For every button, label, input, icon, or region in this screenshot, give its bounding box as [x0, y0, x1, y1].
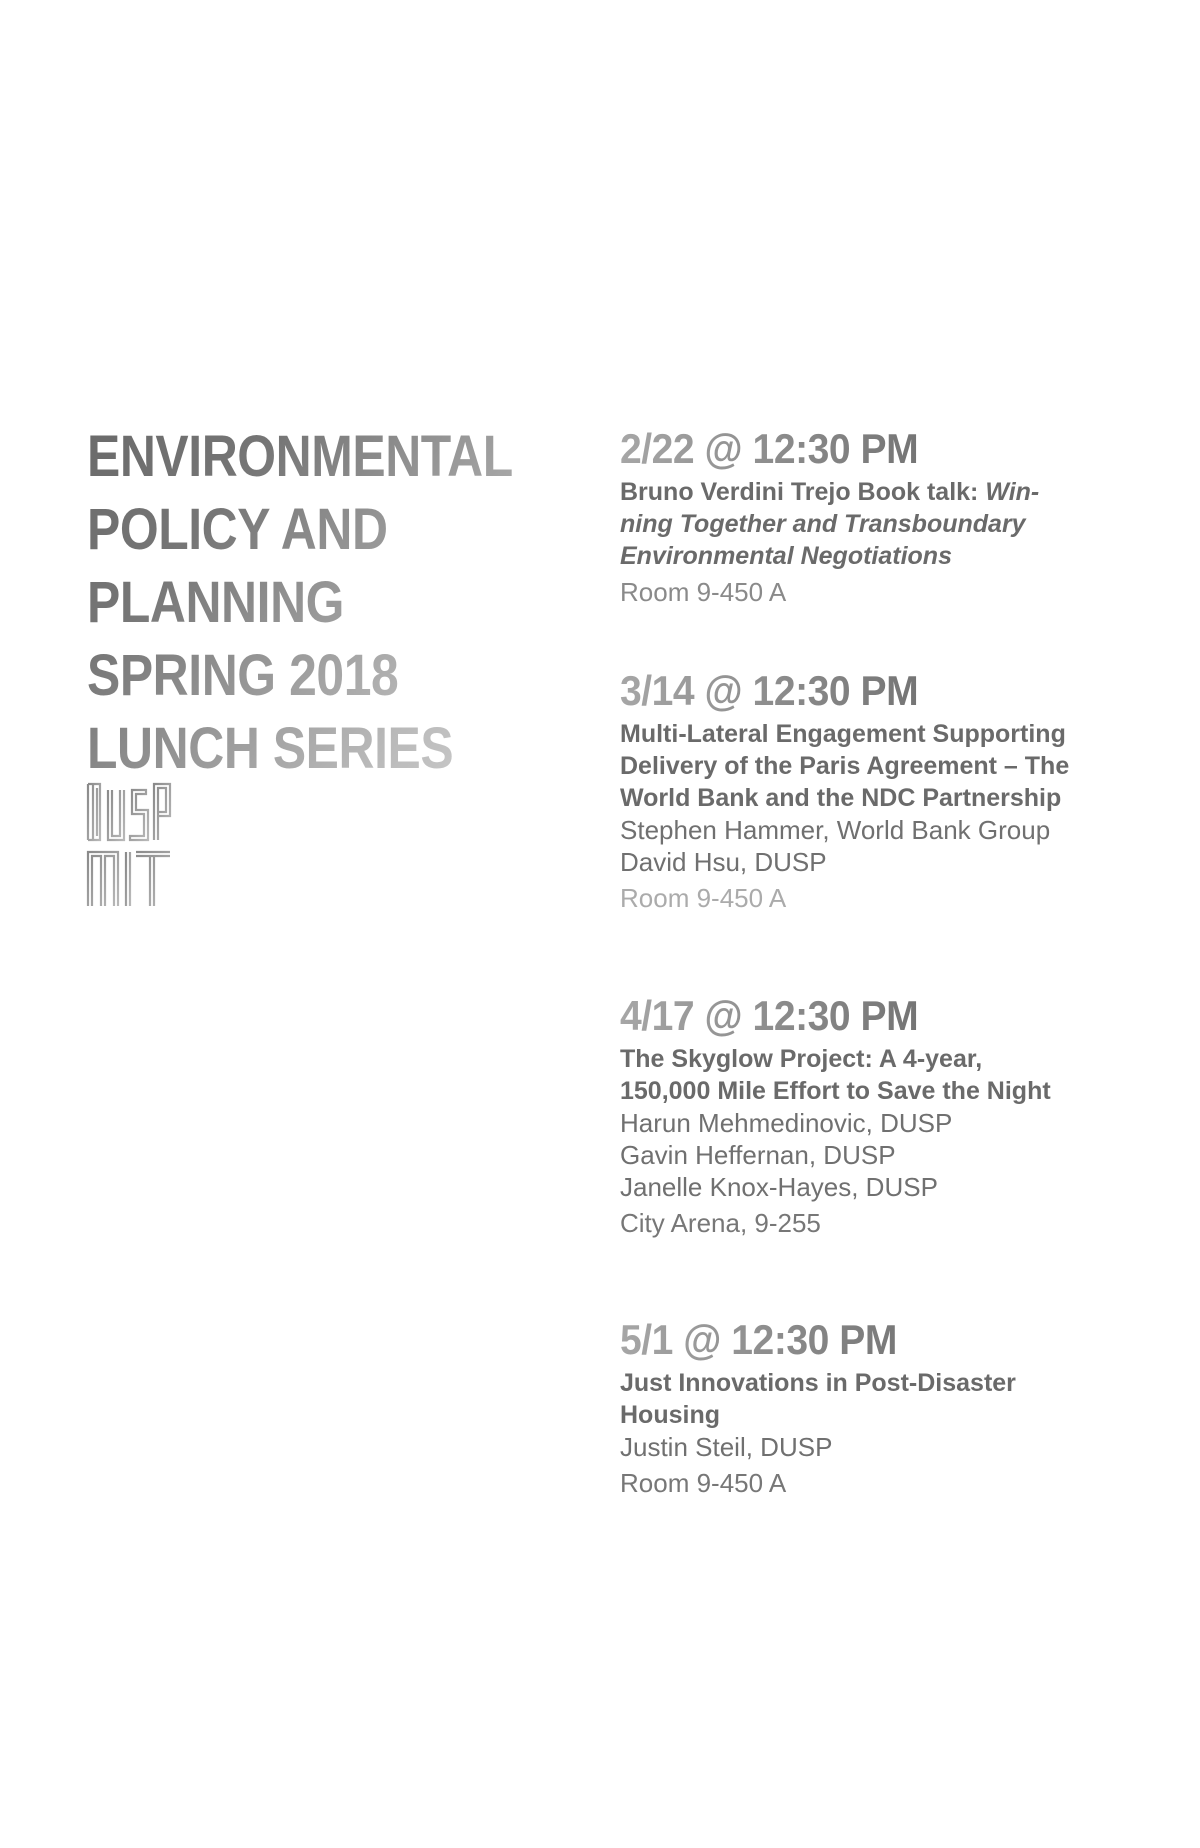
- series-title-line: POLICY AND: [87, 497, 388, 562]
- series-title-line: SPRING 2018: [87, 643, 399, 708]
- series-title-line: PLANNING: [87, 570, 345, 635]
- series-title: [87, 420, 513, 785]
- event-room: Room 9-450 A: [620, 883, 787, 913]
- event-speaker: Janelle Knox-Hayes, DUSP: [620, 1172, 938, 1202]
- event-date: 3/14 @ 12:30 PM: [620, 668, 1104, 714]
- event-title-italic: ning Together and Transboundary: [620, 510, 1026, 538]
- event-date: 5/1 @ 12:30 PM: [620, 1317, 1104, 1363]
- event-title-line: Just Innovations in Post-Disaster: [620, 1369, 1016, 1397]
- dusp-mit-logo: [86, 780, 172, 910]
- event-speaker: David Hsu, DUSP: [620, 847, 827, 877]
- event-title-text: Bruno Verdini Trejo Book talk:: [620, 478, 986, 506]
- event-speakers: [620, 814, 1140, 878]
- event-date: 4/17 @ 12:30 PM: [620, 993, 1104, 1039]
- event-date: 2/22 @ 12:30 PM: [620, 426, 1104, 472]
- event-title: [620, 476, 1140, 572]
- series-title-line: LUNCH SERIES: [87, 716, 454, 781]
- event-item: [620, 993, 1140, 1239]
- event-room: Room 9-450 A: [620, 577, 787, 607]
- event-title-italic: Win-: [985, 478, 1040, 506]
- event-title-line: Housing: [620, 1401, 720, 1429]
- event-speakers: [620, 1431, 1140, 1463]
- event-item: [620, 668, 1140, 914]
- event-item: [620, 426, 1140, 608]
- event-speaker: Stephen Hammer, World Bank Group: [620, 815, 1051, 845]
- event-title-line: World Bank and the NDC Partnership: [620, 784, 1062, 812]
- event-speakers: [620, 1107, 1140, 1203]
- event-speaker: Justin Steil, DUSP: [620, 1432, 833, 1462]
- event-title-line: 150,000 Mile Effort to Save the Night: [620, 1077, 1051, 1105]
- event-room: Room 9-450 A: [620, 1468, 787, 1498]
- event-room: City Arena, 9-255: [620, 1208, 821, 1238]
- event-speaker: Harun Mehmedinovic, DUSP: [620, 1108, 953, 1138]
- event-title-line: Multi-Lateral Engagement Supporting: [620, 720, 1066, 748]
- event-title: [620, 1043, 1140, 1107]
- event-title-line: The Skyglow Project: A 4-year,: [620, 1045, 983, 1073]
- event-title-line: Delivery of the Paris Agreement – The: [620, 752, 1070, 780]
- event-item: [620, 1317, 1140, 1499]
- event-speaker: Gavin Heffernan, DUSP: [620, 1140, 896, 1170]
- series-title-line: ENVIRONMENTAL: [87, 424, 513, 489]
- event-title: [620, 718, 1140, 814]
- event-title-italic: Environmental Negotiations: [620, 542, 952, 570]
- event-title: [620, 1367, 1140, 1431]
